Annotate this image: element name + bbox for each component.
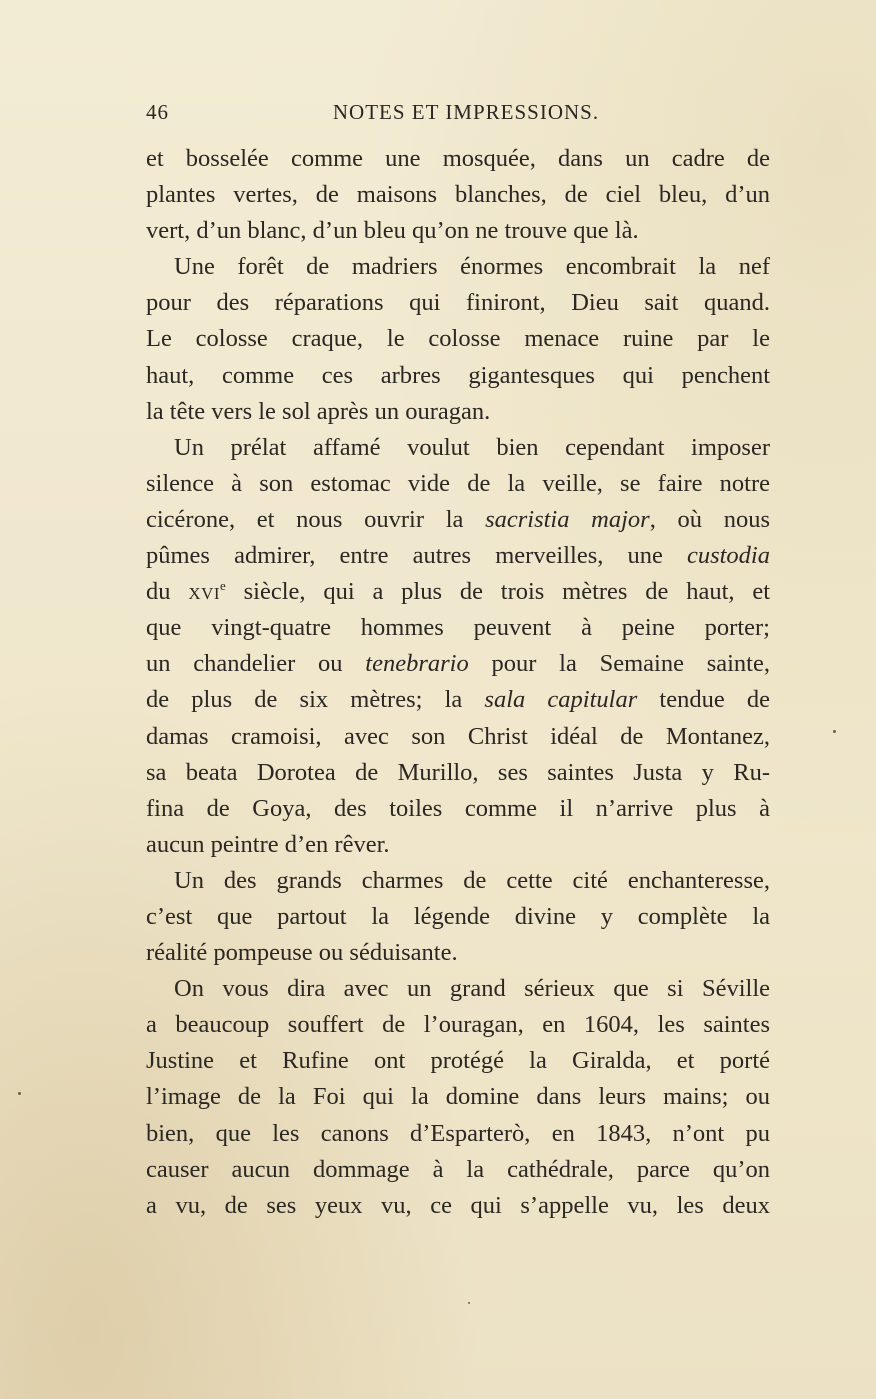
running-title: NOTES ET IMPRESSIONS. — [332, 100, 600, 124]
text-line: haut, comme ces arbres gigantesques qui penchent — [146, 361, 770, 389]
paragraph-start-line: Un des grands charmes de cette cité enchanteresse, — [174, 866, 770, 894]
paragraph-start-line: On vous dira avec un grand sérieux que si Séville — [174, 975, 770, 1003]
text-line: a beaucoup souffert de l’ouragan, en 1604, les saintes — [146, 1011, 770, 1039]
italic-term: sala capitular — [484, 686, 638, 714]
text-line: pûmes admirer, entre autres merveilles, une custodia — [146, 542, 770, 570]
text-line: la tête vers le sol après un ouragan. — [146, 397, 491, 425]
text-line: vert, d’un blanc, d’un bleu qu’on ne trouve que là. — [146, 217, 639, 245]
italic-term: sacristia major — [485, 505, 650, 533]
paper-speck — [18, 1092, 21, 1095]
text-line: causer aucun dommage à la cathédrale, parce qu’on — [146, 1155, 770, 1183]
body-text — [146, 141, 770, 1224]
page-number: 46 — [146, 100, 169, 124]
text-line: fina de Goya, des toiles comme il n’arrive plus à — [146, 794, 770, 822]
text-line: Le colosse craque, le colosse menace ruine par le — [146, 325, 770, 353]
ordinal-superscript: e — [220, 578, 226, 594]
text-line: et bosselée comme une mosquée, dans un cadre de — [146, 145, 770, 172]
paper-speck — [833, 730, 836, 733]
text-line: a vu, de ses yeux vu, ce qui s’appelle vu, les deux — [146, 1191, 770, 1219]
text-line: bien, que les canons d’Esparterò, en 1843, n’ont pu — [146, 1119, 770, 1147]
italic-term: custodia — [686, 542, 770, 570]
text-line: damas cramoisi, avec son Christ idéal de Montanez, — [146, 722, 770, 750]
text-line: réalité pompeuse ou séduisante. — [146, 939, 458, 967]
text-line: sa beata Dorotea de Murillo, ses saintes Justa y Ru- — [146, 758, 770, 786]
century-numeral: xvi — [188, 578, 221, 606]
text-line: Justine et Rufine ont protégé la Giralda, et porté — [146, 1047, 770, 1075]
paragraph-start-line: Un prélat affamé voulut bien cependant imposer — [174, 433, 770, 461]
text-line: aucun peintre d’en rêver. — [146, 830, 390, 858]
text-line: c’est que partout la légende divine y complète la — [146, 902, 770, 930]
text-line: pour des réparations qui finiront, Dieu sait quand. — [146, 289, 770, 317]
text-line: cicérone, et nous ouvrir la sacristia major, où nous — [146, 505, 770, 533]
text-line: silence à son estomac vide de la veille, se faire notre — [146, 469, 770, 497]
paragraph-start-line: Une forêt de madriers énormes encombrait la nef — [174, 253, 770, 281]
text-line: de plus de six mètres; la sala capitular tendue de — [146, 686, 770, 714]
text-line: un chandelier ou tenebrario pour la Semaine sainte, — [146, 650, 770, 678]
italic-term: tenebrario — [365, 650, 469, 678]
text-line: plantes vertes, de maisons blanches, de ciel bleu, d’un — [146, 181, 770, 209]
page-header — [146, 100, 766, 132]
text-line: l’image de la Foi qui la domine dans leurs mains; ou — [146, 1083, 770, 1111]
text-line: que vingt-quatre hommes peuvent à peine porter; — [146, 614, 770, 642]
text-line: du xvi$^e$ siècle, qui a plus de trois mètres de haut, et — [146, 578, 770, 606]
paper-speck — [468, 1302, 470, 1304]
